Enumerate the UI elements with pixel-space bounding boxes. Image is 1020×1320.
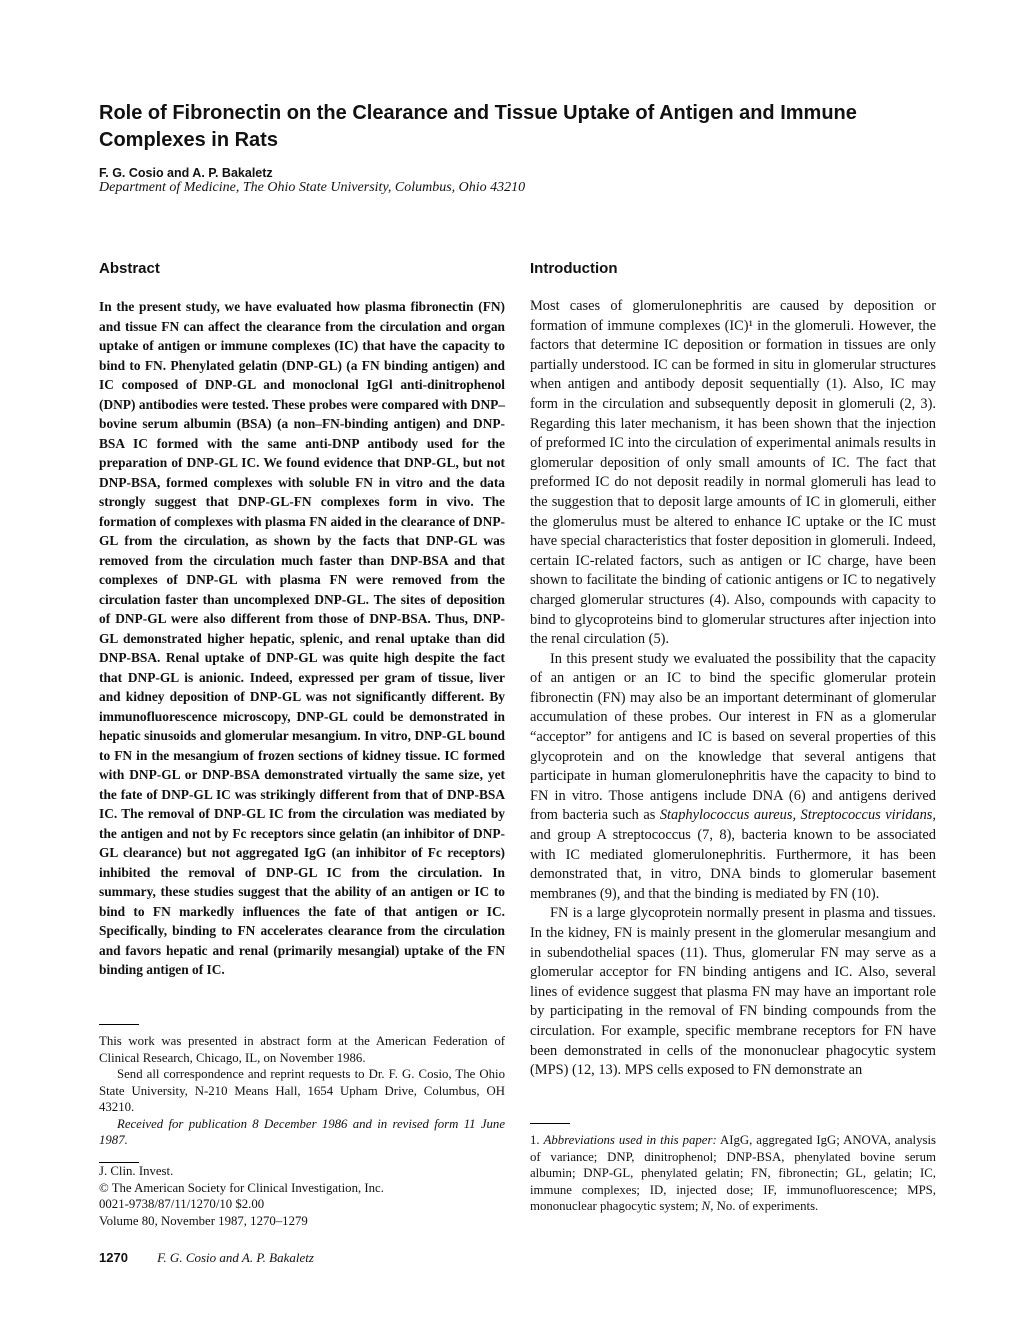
journal-name: J. Clin. Invest. — [99, 1164, 174, 1178]
running-authors: F. G. Cosio and A. P. Bakaletz — [157, 1250, 314, 1265]
introduction-heading: Introduction — [530, 260, 618, 277]
title-footnotes — [99, 1024, 505, 1149]
intro-p2-text-a: In this present study we evaluated the possibility that the capacity of an antigen or an IC to bind the specific glomerular protein fibronectin (FN) may also be an important determinant of glomerular accumulation of these probes. Our interest in FN as a glomerular “acceptor” for antigens and IC is based on several properties of this glycoprotein and on the knowledge that several antigens that participate in human glomerulonephritis have the capacity to bind to FN in vitro. Those antigens include DNA (6) and antigens derived from bacteria such as — [530, 650, 936, 824]
footnote-rule — [99, 1024, 139, 1025]
presentation-note: This work was presented in abstract form at the American Federation of Clinical Research, Chicago, IL, on November 1986. — [99, 1034, 505, 1065]
paper-title: Role of Fibronectin on the Clearance and Tissue Uptake of Antigen and Immune Complexes in Rats — [99, 102, 857, 151]
abbreviation-footnote — [530, 1123, 936, 1215]
footnote-text-a: AIgG, aggregated IgG; ANOVA, analysis of variance; DNP, dinitrophenol; DNP-BSA, phenylated bovine serum albumin; DNP-GL, phenylated gelatin; FN, fibronectin; GL, gelatin; IC, immune complexes; ID, injected dose; IF, immunofluorescence; MPS, mononuclear phagocytic system; — [530, 1133, 937, 1213]
footnote-text-b: No. of experiments. — [713, 1199, 819, 1213]
footnote-n-symbol: N, — [701, 1199, 714, 1213]
journal-copyright: © The American Society for Clinical Investigation, Inc. — [99, 1180, 384, 1195]
received-note: Received for publication 8 December 1986 and in revised form 11 June 1987. — [99, 1116, 505, 1147]
journal-issn: 0021-9738/87/11/1270/10 $2.00 — [99, 1197, 265, 1211]
journal-info — [99, 1162, 505, 1229]
abstract-text: In the present study, we have evaluated how plasma fibronectin (FN) and tissue FN can affect the clearance from the circulation and organ uptake of antigen or immune complexes (IC) that have the capacity to bind to FN. Phenylated gelatin (DNP-GL) (a FN binding antigen) and IC composed of DNP-GL and monoclonal IgGl anti-dinitrophenol (DNP) antibodies were tested. These probes were compared with DNP–bovine serum albumin (BSA) (a non–FN-binding antigen) and DNP-BSA IC formed with the same anti-DNP antibody used for the preparation of DNP-GL IC. We found evidence that DNP-GL, but not DNP-BSA, formed complexes with soluble FN in vitro and the data strongly suggest that DNP-GL-FN complexes form in vivo. The formation of complexes with plasma FN aided in the clearance of DNP-GL from the circulation, as shown by the facts that DNP-GL was removed from the circulation much faster than DNP-BSA and that complexes of DNP-GL with plasma FN were removed from the circulation faster than uncomplexed DNP-GL. The sites of deposition of DNP-GL were also different from those of DNP-BSA. Thus, DNP-GL demonstrated higher hepatic, splenic, and renal uptake than did DNP-BSA. Renal uptake of DNP-GL was quite high despite the fact that DNP-GL is anionic. Indeed, expressed per gram of tissue, liver and kidney deposition of DNP-GL was not significantly different. By immunofluorescence microscopy, DNP-GL could be demonstrated in hepatic sinusoids and glomerular mesangium. In vitro, DNP-GL bound to FN in the mesangium of frozen sections of kidney tissue. IC formed with DNP-GL or DNP-BSA demonstrated virtually the same size, yet the fate of DNP-GL IC was strikingly different from that of DNP-BSA IC. The removal of DNP-GL IC from the circulation was mediated by the antigen and not by Fc receptors since gelatin (an inhibitor of DNP-GL clearance) but not aggregated IgG (an inhibitor of Fc receptors) inhibited the removal of DNP-GL IC from the circulation. In summary, these studies suggest that the ability of an antigen or IC to bind to FN markedly influences the fate of that antigen or IC. Specifically, binding to FN accelerates clearance from the circulation and favors hepatic and renal (primarily mesangial) uptake of the FN binding antigen of IC. — [99, 299, 505, 977]
abstract-column — [99, 258, 505, 980]
page-number: 1270 — [99, 1250, 128, 1265]
intro-p2-text-b: and group A streptococcus (7, 8), bacteria known to be associated with IC mediated glomerulonephritis. Furthermore, it has been demonstrated that, in vitro, DNA binds to glomerular basement membranes (9), and that the binding is mediated by FN (10). — [530, 827, 936, 902]
journal-volume: Volume 80, November 1987, 1270–1279 — [99, 1213, 308, 1228]
intro-paragraph-3: FN is a large glycoprotein normally present in plasma and tissues. In the kidney, FN is mainly present in the glomerular mesangium and in subendothelial spaces (11). Thus, glomerular FN may serve as a glomerular acceptor for FN binding antigens and IC. Also, several lines of evidence suggest that plasma FN may have an important role by participating in the removal of FN binding compounds from the circulation. For example, specific membrane receptors for FN have been demonstrated in cells of the mononuclear phagocytic system (MPS) (12, 13). MPS cells exposed to FN demonstrate an — [530, 905, 936, 1079]
intro-paragraph-2 — [530, 650, 936, 905]
introduction-column — [530, 258, 936, 1081]
abbreviation-text — [530, 1132, 936, 1215]
affiliation: Department of Medicine, The Ohio State University, Columbus, Ohio 43210 — [99, 180, 526, 195]
abbrev-rule — [530, 1123, 570, 1124]
footnote-label: Abbreviations used in this paper: — [543, 1133, 717, 1147]
abstract-heading: Abstract — [99, 260, 160, 277]
bacteria-species: Staphylococcus aureus, Streptococcus viridans, — [659, 807, 936, 824]
correspondence-note: Send all correspondence and reprint requests to Dr. F. G. Cosio, The Ohio State University, N-210 Means Hall, 1654 Upham Drive, Columbus, OH 43210. — [99, 1067, 505, 1114]
intro-paragraph-1: Most cases of glomerulonephritis are caused by deposition or formation of immune complexes (IC)¹ in the glomeruli. However, the factors that determine IC deposition or formation in tissues are only partially understood. IC can be formed in situ in glomerular structures when antigen and antibody deposit sequentially (1). Also, IC may form in the circulation and subsequently deposit in glomeruli (2, 3). Regarding this later mechanism, it has been shown that the injection of preformed IC into the circulation of experimental animals results in glomerular deposition of only small amounts of IC. The fact that preformed IC do not deposit readily in normal glomeruli has lead to the suggestion that to deposit large amounts of IC in glomeruli, either the glomerulus must be altered to enhance IC uptake or the IC must have special characteristics that foster deposition in glomeruli. Indeed, certain IC-related factors, such as antigen or IC charge, have been shown to facilitate the binding of cationic antigens or IC to negatively charged glomerular structures (4). Also, compounds with capacity to bind to glycoproteins bind to glomerular structures after injection into the renal circulation (5). — [530, 298, 936, 648]
author-list: F. G. Cosio and A. P. Bakaletz — [99, 166, 273, 180]
page-footer — [99, 1250, 314, 1266]
footnote-marker: 1. — [530, 1133, 544, 1147]
